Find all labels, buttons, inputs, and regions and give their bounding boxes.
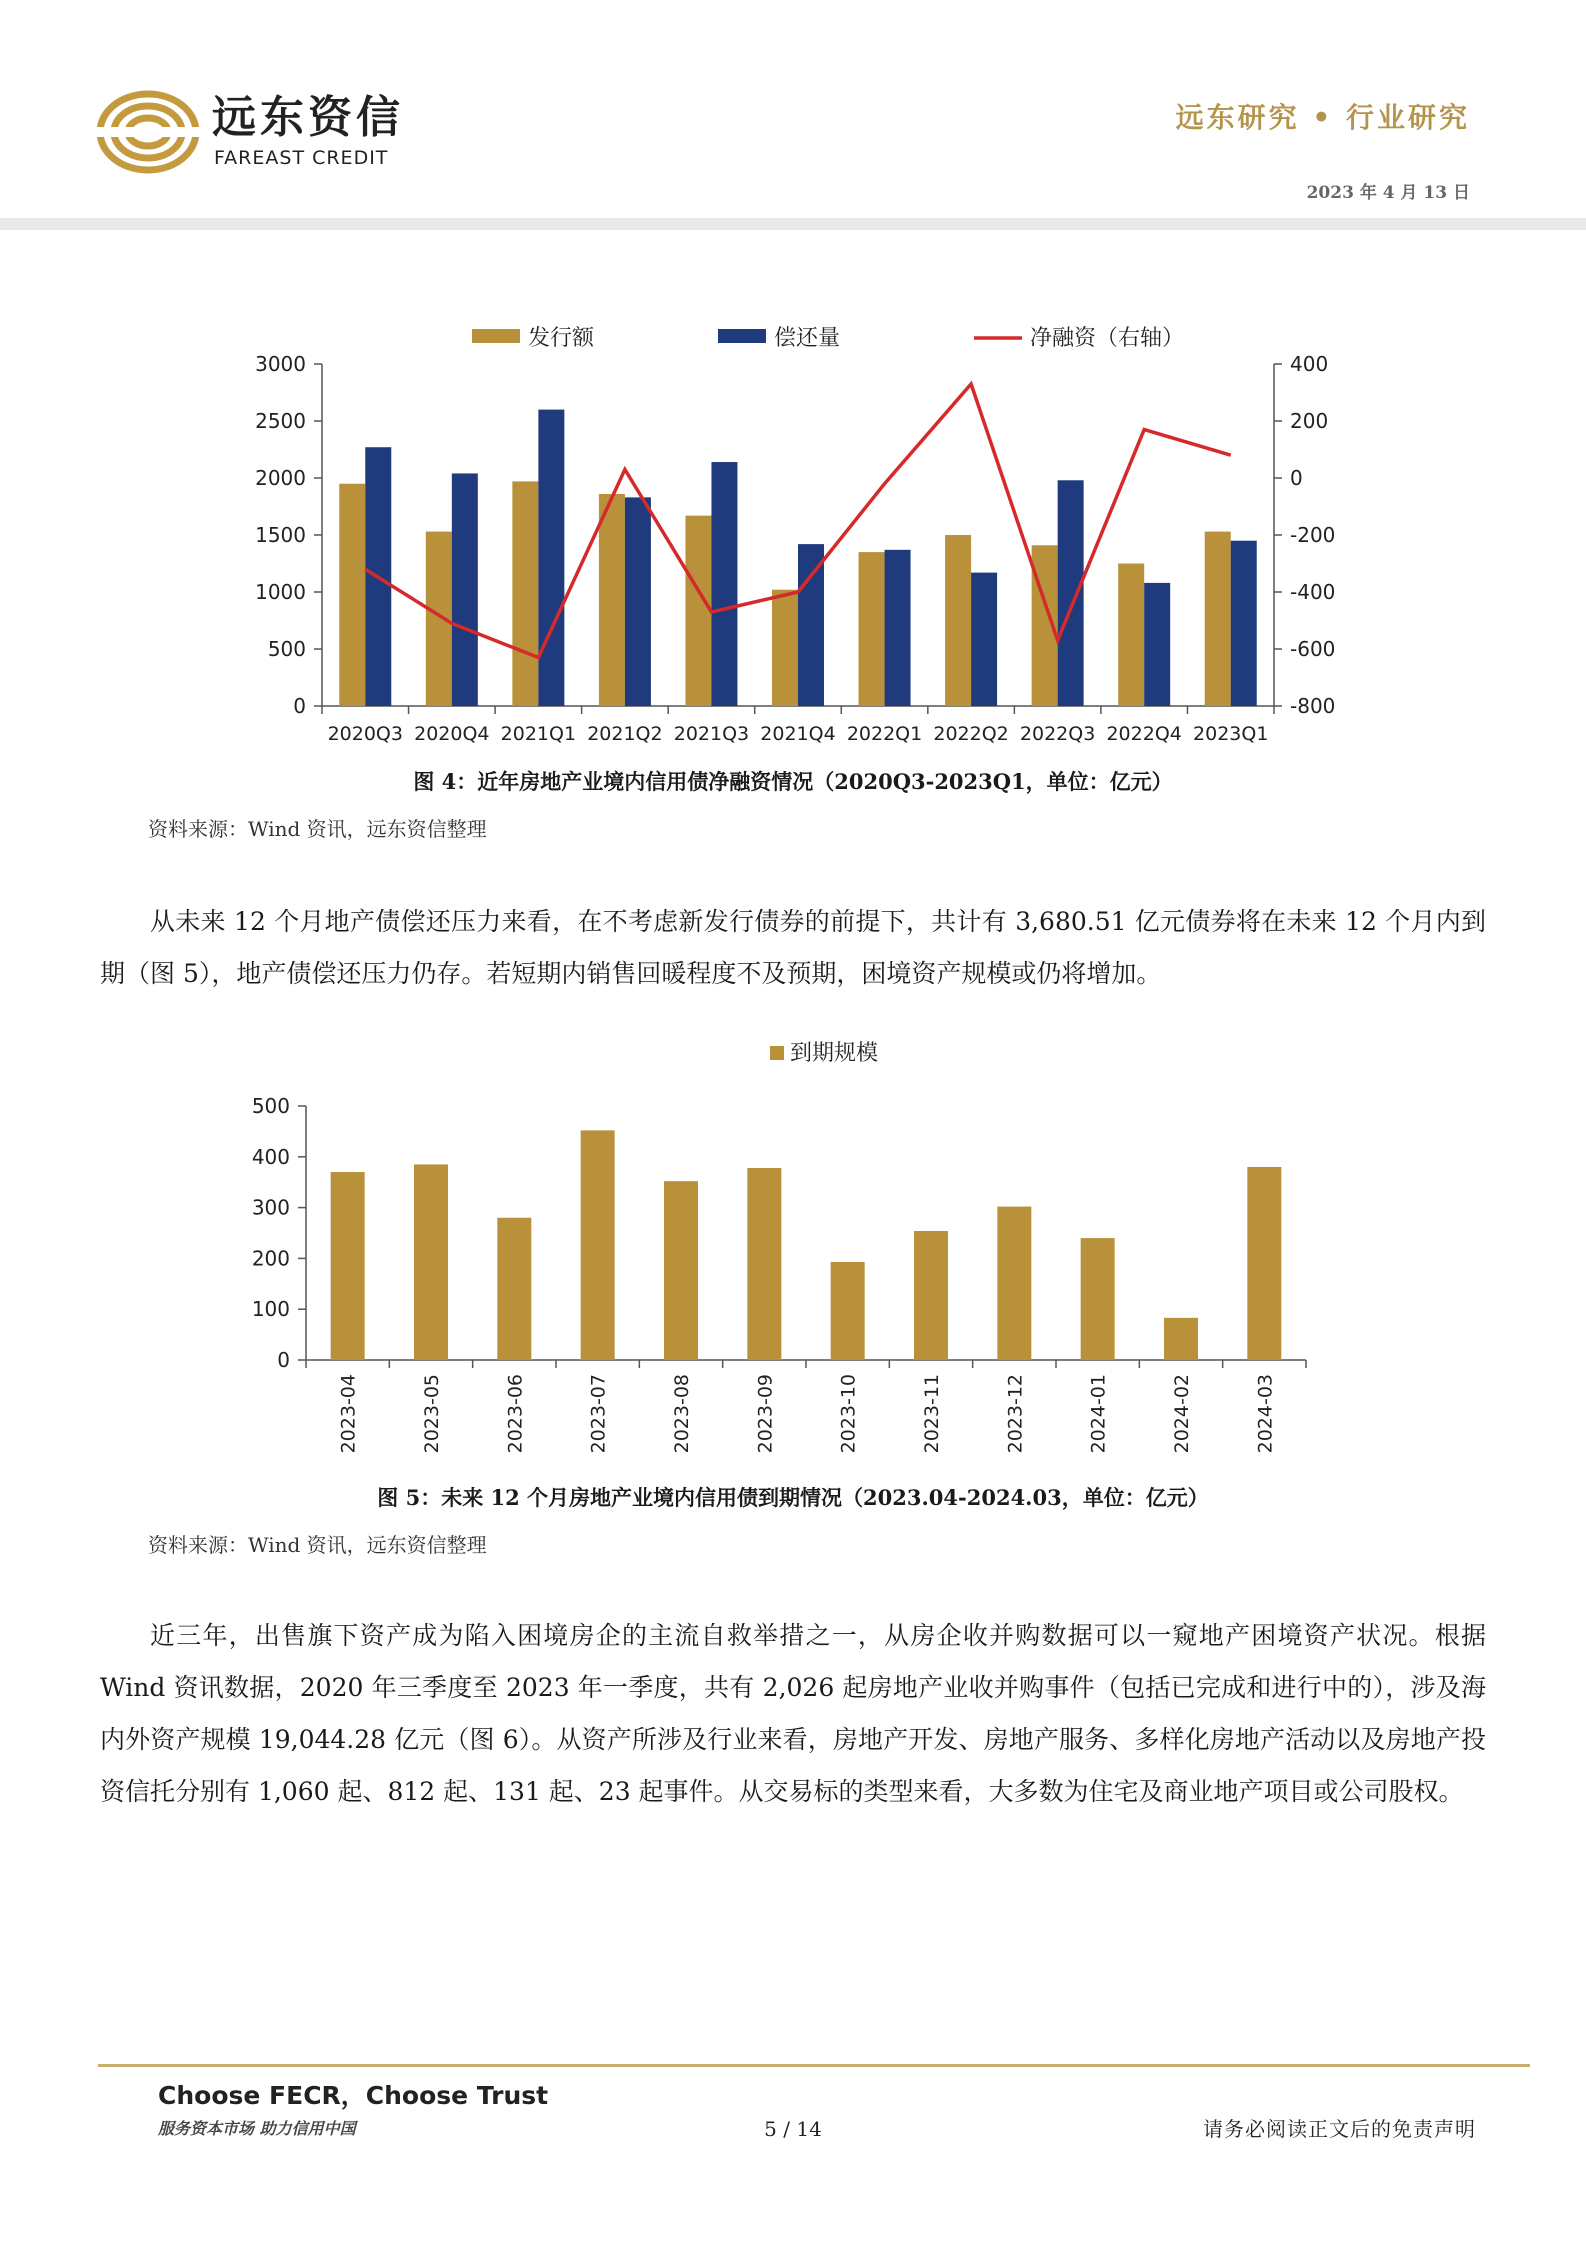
bar-issuance: [945, 535, 971, 706]
x-tick-label: 2023-06: [504, 1374, 527, 1454]
x-tick-label: 2020Q3: [327, 723, 403, 745]
y-tick-label: 500: [251, 1094, 290, 1118]
y2-tick-label: -200: [1290, 523, 1336, 547]
y-tick-label: 2500: [255, 409, 306, 433]
legend-swatch-maturity: [770, 1046, 784, 1060]
page-number: 5 / 14: [764, 2117, 822, 2141]
y-tick-label: 3000: [255, 352, 306, 376]
x-tick-label: 2021Q2: [587, 723, 663, 745]
y-tick-label: 2000: [255, 466, 306, 490]
y2-tick-label: 200: [1290, 409, 1329, 433]
bar-issuance: [685, 516, 711, 706]
x-tick-label: 2024-03: [1254, 1374, 1277, 1454]
bar-issuance: [859, 552, 885, 706]
x-tick-label: 2023-05: [421, 1374, 443, 1454]
bar-repayment: [1231, 541, 1257, 706]
x-tick-label: 2024-02: [1171, 1374, 1193, 1454]
bar-repayment: [1058, 480, 1084, 706]
bar-maturity: [664, 1181, 698, 1360]
figure-5-source: 资料来源：Wind 资讯，远东资信整理: [148, 1533, 487, 1557]
bar-maturity: [581, 1130, 615, 1360]
bar-maturity: [914, 1231, 948, 1360]
footer-divider: [98, 2064, 1530, 2067]
paragraph-maturity-pressure: 从未来 12 个月地产债偿还压力来看，在不考虑新发行债券的前提下，共计有 3,680.51 亿元债券将在未来 12 个月内到期（图 5），地产债偿还压力仍存。若短期内销售回暖程度不及预期，困境资产规模或仍将增加。: [100, 907, 1486, 988]
bar-repayment: [798, 544, 824, 706]
x-tick-label: 2020Q4: [414, 723, 490, 745]
bar-issuance: [1205, 532, 1231, 706]
legend-label-maturity: 到期规模: [790, 1041, 879, 1066]
chart-net-financing: [226, 318, 1360, 748]
y-tick-label: 1000: [255, 580, 306, 604]
x-tick-label: 2024-01: [1087, 1374, 1110, 1454]
bar-maturity: [414, 1164, 448, 1360]
bar-issuance: [512, 481, 538, 706]
header-divider: [0, 218, 1586, 230]
bar-maturity: [831, 1262, 865, 1360]
bar-repayment: [1144, 583, 1170, 706]
footer-slogan: Choose FECR，Choose Trust: [158, 2081, 549, 2110]
y-tick-label: 1500: [255, 523, 306, 547]
x-tick-label: 2022Q4: [1106, 723, 1182, 745]
logo-icon: [96, 90, 200, 174]
bar-repayment: [711, 462, 737, 706]
x-tick-label: 2023-10: [837, 1374, 860, 1454]
legend-label-net: 净融资（右轴）: [1030, 326, 1185, 351]
y-tick-label: 0: [293, 694, 306, 718]
x-tick-label: 2023Q1: [1193, 723, 1269, 745]
y-tick-label: 0: [277, 1348, 290, 1372]
figure-4-caption: 图 4：近年房地产业境内信用债净融资情况（2020Q3-2023Q1，单位：亿元）: [413, 769, 1173, 794]
x-tick-label: 2023-04: [337, 1374, 360, 1454]
logo-name-cn: 远东资信: [212, 92, 404, 143]
bar-repayment: [885, 550, 911, 706]
bar-maturity: [1164, 1318, 1198, 1360]
x-tick-label: 2023-09: [754, 1374, 777, 1454]
x-tick-label: 2022Q3: [1019, 723, 1096, 745]
y-tick-label: 500: [267, 637, 306, 661]
y2-tick-label: 400: [1290, 352, 1329, 376]
header-title: 远东研究 • 行业研究: [1175, 101, 1470, 134]
legend-swatch-repayment: [718, 329, 766, 343]
bar-maturity: [497, 1218, 531, 1360]
x-tick-label: 2023-11: [921, 1374, 943, 1454]
bar-repayment: [538, 410, 564, 706]
footer-disclaimer: 请务必阅读正文后的免责声明: [1203, 2117, 1476, 2141]
legend-label-repayment: 偿还量: [774, 326, 841, 351]
y2-tick-label: -400: [1290, 580, 1336, 604]
bar-maturity: [331, 1172, 365, 1360]
y-tick-label: 200: [251, 1246, 290, 1271]
x-tick-label: 2023-12: [1004, 1374, 1027, 1454]
bar-maturity: [997, 1207, 1031, 1360]
bar-repayment: [971, 573, 997, 706]
y2-tick-label: -800: [1290, 694, 1336, 718]
bar-repayment: [625, 497, 651, 706]
x-tick-label: 2022Q1: [846, 723, 923, 745]
bar-issuance: [426, 532, 452, 706]
x-tick-label: 2023-08: [671, 1374, 693, 1454]
x-tick-label: 2021Q1: [500, 723, 577, 745]
bar-maturity: [1247, 1167, 1281, 1360]
x-tick-label: 2021Q4: [760, 723, 836, 745]
y2-tick-label: -600: [1290, 637, 1336, 661]
figure-5-caption: 图 5：未来 12 个月房地产业境内信用债到期情况（2023.04-2024.03，单位：亿元）: [377, 1485, 1209, 1510]
y-tick-label: 400: [251, 1144, 290, 1169]
legend-label-issuance: 发行额: [528, 326, 595, 351]
x-tick-label: 2022Q2: [933, 723, 1009, 745]
figure-4-source: 资料来源：Wind 资讯，远东资信整理: [148, 817, 487, 841]
chart-maturity-scale: [226, 1030, 1360, 1470]
bar-issuance: [772, 590, 798, 706]
x-tick-label: 2021Q3: [673, 723, 750, 745]
legend-swatch-issuance: [472, 329, 520, 343]
bar-issuance: [599, 494, 625, 706]
y2-tick-label: 0: [1290, 466, 1303, 490]
bar-repayment: [452, 473, 478, 706]
bar-maturity: [1081, 1238, 1115, 1360]
bar-issuance: [1118, 564, 1144, 707]
bar-issuance: [339, 484, 365, 706]
report-date: 2023 年 4 月 13 日: [1306, 183, 1470, 203]
logo-name-en: FAREAST CREDIT: [214, 147, 389, 169]
paragraph-mna: 近三年，出售旗下资产成为陷入困境房企的主流自救举措之一，从房企收并购数据可以一窥地产困境资产状况。根据 Wind 资讯数据，2020 年三季度至 2023 年一季度，共有 2,026 起房地产业收并购事件（包括已完成和进行中的），涉及海内外资产规模 19,044.28 亿元（图 6）。从资产所涉及行业来看，房地产开发、房地产服务、多样化房地产活动以及房地产投资信托分别有 1,060 起、812 起、131 起、23 起事件。从交易标的类型来看，大多数为住宅及商业地产项目或公司股权。: [100, 1621, 1487, 1806]
y-tick-label: 300: [251, 1195, 290, 1220]
bar-maturity: [747, 1168, 781, 1360]
x-tick-label: 2023-07: [587, 1374, 610, 1454]
footer-subslogan: 服务资本市场 助力信用中国: [158, 2119, 356, 2138]
y-tick-label: 100: [251, 1297, 290, 1322]
